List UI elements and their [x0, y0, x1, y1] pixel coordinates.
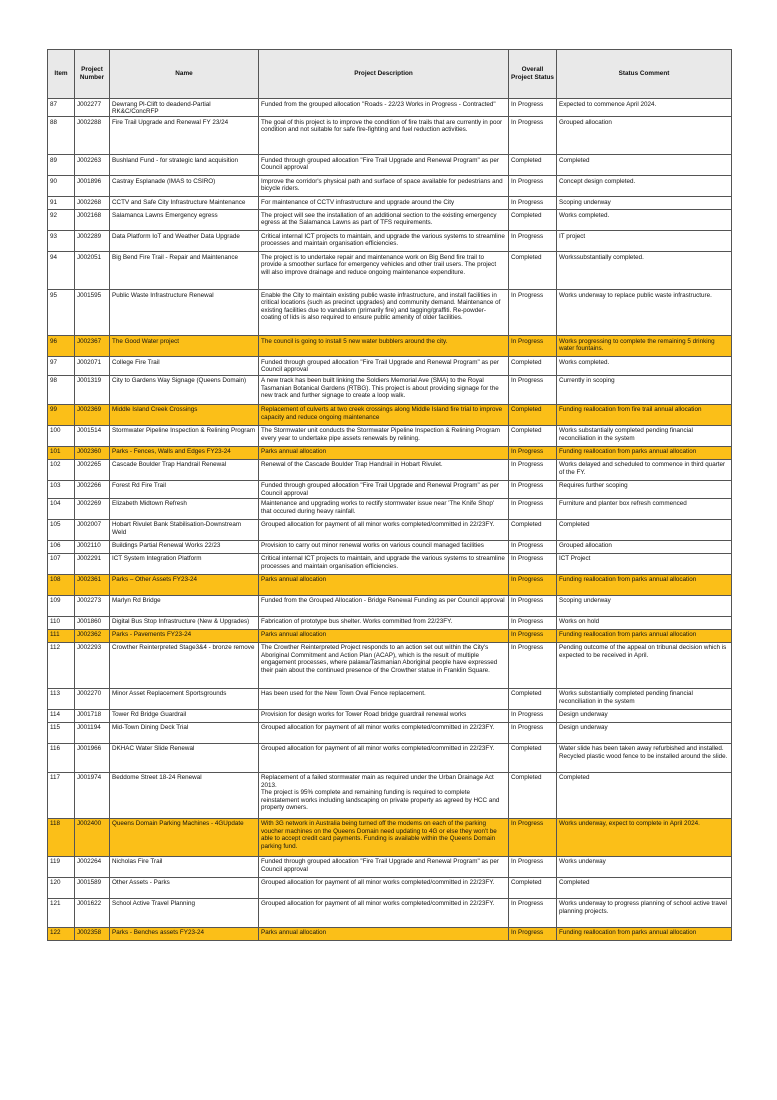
cell-status-comment: Works completed. [557, 210, 732, 231]
cell-status-comment: ICT Project [557, 553, 732, 574]
cell-name: Marlyn Rd Bridge [110, 595, 259, 616]
table-row [48, 877, 732, 898]
cell-name: Bushland Fund - for strategic land acquisition [110, 155, 259, 176]
cell-status: Completed [509, 210, 557, 231]
cell-project-number: J002110 [75, 540, 110, 553]
cell-name: Dewrang Pl-Clift to deadend-Partial RK&C/ConcRFP [110, 99, 259, 117]
cell-status: Completed [509, 357, 557, 375]
cell-item: 95 [48, 290, 75, 336]
cell-item: 102 [48, 459, 75, 480]
cell-status-comment: Scoping underway [557, 197, 732, 210]
cell-status: Completed [509, 519, 557, 540]
cell-status: In Progress [509, 927, 557, 940]
cell-name: Parks - Fences, Walls and Edges FY23-24 [110, 446, 259, 459]
cell-project-number: J002288 [75, 117, 110, 155]
cell-item: 112 [48, 642, 75, 688]
cell-description: Grouped allocation for payment of all minor works completed/committed in 22/23FY. [259, 519, 509, 540]
cell-status: Completed [509, 772, 557, 818]
cell-project-number: J001589 [75, 877, 110, 898]
cell-project-number: J002263 [75, 155, 110, 176]
cell-status: In Progress [509, 459, 557, 480]
cell-status: In Progress [509, 117, 557, 155]
cell-project-number: J002367 [75, 336, 110, 357]
cell-status: Completed [509, 252, 557, 290]
cell-item: 121 [48, 898, 75, 927]
cell-description: Critical internal ICT projects to maintain, and upgrade the various systems to streamline processes and maintain organisation efficiencies. [259, 553, 509, 574]
cell-description: Grouped allocation for payment of all minor works completed/committed in 22/23FY. [259, 898, 509, 927]
cell-description: A new track has been built linking the Soldiers Memorial Ave (SMA) to the Royal Tasmanian Botanical Gardens (RTBG). This project is about providing signage for the new track and further signage to create a loop walk. [259, 375, 509, 404]
cell-name: Tower Rd Bridge Guardrail [110, 709, 259, 722]
table-row [48, 629, 732, 642]
cell-name: Fire Trail Upgrade and Renewal FY 23/24 [110, 117, 259, 155]
table-row [48, 480, 732, 498]
table-row [48, 722, 732, 743]
cell-name: Parks – Other Assets FY23-24 [110, 574, 259, 595]
cell-item: 105 [48, 519, 75, 540]
table-row [48, 856, 732, 877]
table-row [48, 688, 732, 709]
cell-description: Funded from the grouped allocation "Roads - 22/23 Works in Progress - Contracted" [259, 99, 509, 117]
cell-project-number: J002071 [75, 357, 110, 375]
cell-name: Forest Rd Fire Trail [110, 480, 259, 498]
cell-item: 99 [48, 404, 75, 425]
cell-status-comment: Works substantially completed pending financial reconciliation in the system [557, 688, 732, 709]
cell-description: Has been used for the New Town Oval Fence replacement. [259, 688, 509, 709]
cell-status-comment: Grouped allocation [557, 540, 732, 553]
table-row [48, 176, 732, 197]
cell-item: 111 [48, 629, 75, 642]
cell-description: Parks annual allocation [259, 446, 509, 459]
table-row [48, 519, 732, 540]
cell-project-number: J001622 [75, 898, 110, 927]
projects-table [47, 49, 732, 941]
cell-status-comment: Requires further scoping [557, 480, 732, 498]
header-description: Project Description [259, 50, 509, 99]
cell-description: The Crowther Reinterpreted Project responds to an action set out within the City's Aboriginal Commitment and Action Plan (ACAP), which is the result of multiple engagement processes, where palawa/Tasmanian Aboriginal people have expressed their pain about the continued presence of the Crowther statue in Franklin Square. [259, 642, 509, 688]
cell-item: 113 [48, 688, 75, 709]
cell-status-comment: Design underway [557, 709, 732, 722]
cell-status-comment: Works substantially completed pending financial reconciliation in the system [557, 425, 732, 446]
table-row [48, 818, 732, 856]
cell-item: 90 [48, 176, 75, 197]
cell-name: CCTV and Safe City Infrastructure Maintenance [110, 197, 259, 210]
cell-project-number: J002265 [75, 459, 110, 480]
cell-status: In Progress [509, 722, 557, 743]
cell-project-number: J002361 [75, 574, 110, 595]
cell-project-number: J002269 [75, 498, 110, 519]
cell-status: In Progress [509, 595, 557, 616]
cell-project-number: J002358 [75, 927, 110, 940]
cell-name: City to Gardens Way Signage (Queens Domain) [110, 375, 259, 404]
cell-item: 104 [48, 498, 75, 519]
cell-item: 88 [48, 117, 75, 155]
header-name: Name [110, 50, 259, 99]
cell-status-comment: Furniture and planter box refresh commenced [557, 498, 732, 519]
cell-project-number: J002168 [75, 210, 110, 231]
table-row [48, 459, 732, 480]
cell-item: 97 [48, 357, 75, 375]
cell-item: 98 [48, 375, 75, 404]
table-row [48, 375, 732, 404]
cell-item: 101 [48, 446, 75, 459]
cell-description: The goal of this project is to improve the condition of fire trails that are currently in poor condition and not suitable for safe fire-fighting and fuel reduction activities. [259, 117, 509, 155]
cell-description: The project will see the installation of an additional section to the existing emergency egress at the Salamanca Lawns as part of TFS requirements. [259, 210, 509, 231]
header-project-number: Project Number [75, 50, 110, 99]
cell-name: Minor Asset Replacement Sportsgrounds [110, 688, 259, 709]
cell-name: Stormwater Pipeline Inspection & Relining Program [110, 425, 259, 446]
cell-item: 92 [48, 210, 75, 231]
cell-item: 117 [48, 772, 75, 818]
cell-status: In Progress [509, 231, 557, 252]
cell-status-comment: Works underway to replace public waste infrastructure. [557, 290, 732, 336]
cell-status: In Progress [509, 336, 557, 357]
cell-project-number: J002264 [75, 856, 110, 877]
cell-description: With 3G network in Australia being turned off the modems on each of the parking voucher machines on the Queens Domain need updating to 4G or else they won't be able to accept credit card payments. Funding is available within the Queens Domain parking fund. [259, 818, 509, 856]
cell-status-comment: Works delayed and scheduled to commence in third quarter of the FY. [557, 459, 732, 480]
cell-item: 103 [48, 480, 75, 498]
cell-description: Funded through grouped allocation "Fire Trail Upgrade and Renewal Program" as per Council approval [259, 856, 509, 877]
cell-name: College Fire Trail [110, 357, 259, 375]
cell-status: Completed [509, 877, 557, 898]
cell-name: Elizabeth Midtown Refresh [110, 498, 259, 519]
cell-name: Buildings Partial Renewal Works 22/23 [110, 540, 259, 553]
table-row [48, 290, 732, 336]
cell-status: Completed [509, 688, 557, 709]
cell-name: ICT System Integration Platform [110, 553, 259, 574]
cell-item: 106 [48, 540, 75, 553]
cell-description: Funded through grouped allocation "Fire Trail Upgrade and Renewal Program" as per Council approval [259, 357, 509, 375]
cell-name: Mid-Town Dining Deck Trial [110, 722, 259, 743]
table-header-row [48, 50, 732, 99]
cell-status-comment: Works underway [557, 856, 732, 877]
cell-name: Other Assets - Parks [110, 877, 259, 898]
cell-description: The Stormwater unit conducts the Stormwater Pipeline Inspection & Relining Program every year to undertake pipe assets renewals by relining. [259, 425, 509, 446]
cell-name: Digital Bus Stop Infrastructure (New & Upgrades) [110, 616, 259, 629]
cell-project-number: J002360 [75, 446, 110, 459]
cell-description: Renewal of the Cascade Boulder Trap Handrail in Hobart Rivulet. [259, 459, 509, 480]
cell-project-number: J002400 [75, 818, 110, 856]
cell-item: 94 [48, 252, 75, 290]
cell-status: In Progress [509, 616, 557, 629]
cell-status-comment: Expected to commence April 2024. [557, 99, 732, 117]
cell-item: 108 [48, 574, 75, 595]
table-row [48, 595, 732, 616]
table-row [48, 898, 732, 927]
cell-status-comment: Grouped allocation [557, 117, 732, 155]
cell-name: Big Bend Fire Trail - Repair and Maintenance [110, 252, 259, 290]
table-row [48, 709, 732, 722]
cell-name: Hobart Rivulet Bank Stabilisation-Downstream Weld [110, 519, 259, 540]
cell-status-comment: Funding reallocation from parks annual allocation [557, 574, 732, 595]
cell-name: Crowther Reinterpreted Stage3&4 - bronze remove [110, 642, 259, 688]
cell-status-comment: Completed [557, 877, 732, 898]
cell-status: In Progress [509, 540, 557, 553]
table-row [48, 446, 732, 459]
cell-project-number: J001595 [75, 290, 110, 336]
table-row [48, 540, 732, 553]
header-status: Overall Project Status [509, 50, 557, 99]
cell-status-comment: Concept design completed. [557, 176, 732, 197]
table-row [48, 616, 732, 629]
cell-project-number: J001514 [75, 425, 110, 446]
cell-project-number: J002291 [75, 553, 110, 574]
cell-status: In Progress [509, 642, 557, 688]
cell-status: In Progress [509, 176, 557, 197]
cell-name: Parks - Pavements FY23-24 [110, 629, 259, 642]
cell-name: School Active Travel Planning [110, 898, 259, 927]
cell-name: Nicholas Fire Trail [110, 856, 259, 877]
table-row [48, 357, 732, 375]
cell-description: For maintenance of CCTV infrastructure and upgrade around the City [259, 197, 509, 210]
cell-status-comment: IT project [557, 231, 732, 252]
cell-name: Queens Domain Parking Machines - 4GUpdate [110, 818, 259, 856]
cell-name: Middle Island Creek Crossings [110, 404, 259, 425]
cell-status-comment: Water slide has been taken away refurbished and installed. Recycled plastic wood fence to be installed around the slide. [557, 743, 732, 772]
cell-status: In Progress [509, 197, 557, 210]
cell-name: Beddome Street 18-24 Renewal [110, 772, 259, 818]
cell-status-comment: Scoping underway [557, 595, 732, 616]
cell-name: Castray Esplanade (IMAS to CSIRO) [110, 176, 259, 197]
cell-project-number: J002266 [75, 480, 110, 498]
cell-item: 93 [48, 231, 75, 252]
cell-description: Provision to carry out minor renewal works on various council managed facilities [259, 540, 509, 553]
table-row [48, 336, 732, 357]
cell-status-comment: Funding reallocation from parks annual allocation [557, 629, 732, 642]
projects-table-wrapper [47, 49, 731, 941]
table-body [48, 99, 732, 941]
cell-status: In Progress [509, 553, 557, 574]
cell-description: Funded through grouped allocation "Fire Trail Upgrade and Renewal Program" as per Council approval [259, 155, 509, 176]
table-row [48, 155, 732, 176]
table-row [48, 553, 732, 574]
cell-status: In Progress [509, 99, 557, 117]
cell-status-comment: Works on hold [557, 616, 732, 629]
cell-project-number: J001860 [75, 616, 110, 629]
cell-status-comment: Funding reallocation from parks annual allocation [557, 446, 732, 459]
cell-project-number: J001896 [75, 176, 110, 197]
table-row [48, 404, 732, 425]
cell-status-comment: Works completed. [557, 357, 732, 375]
cell-description: Grouped allocation for payment of all minor works completed/committed in 22/23FY. [259, 743, 509, 772]
table-row [48, 210, 732, 231]
cell-project-number: J002007 [75, 519, 110, 540]
cell-name: Parks - Benches assets FY23-24 [110, 927, 259, 940]
cell-project-number: J001966 [75, 743, 110, 772]
cell-status: In Progress [509, 629, 557, 642]
cell-item: 110 [48, 616, 75, 629]
cell-item: 118 [48, 818, 75, 856]
cell-status: In Progress [509, 709, 557, 722]
table-row [48, 743, 732, 772]
cell-description: Maintenance and upgrading works to rectify stormwater issue near 'The Knife Shop' that occured during heavy rainfall. [259, 498, 509, 519]
cell-item: 91 [48, 197, 75, 210]
cell-status: In Progress [509, 375, 557, 404]
cell-project-number: J002273 [75, 595, 110, 616]
cell-project-number: J002369 [75, 404, 110, 425]
cell-project-number: J002293 [75, 642, 110, 688]
cell-description: Grouped allocation for payment of all minor works completed/committed in 22/23FY. [259, 722, 509, 743]
cell-item: 109 [48, 595, 75, 616]
cell-item: 87 [48, 99, 75, 117]
table-row [48, 498, 732, 519]
cell-description: Enable the City to maintain existing public waste infrastructure, and install facilities in critical locations (such as precinct upgrades) and community demand. Maintenance of existing facilities due to vandalism (primarily fire) and tagging/graffiti. Re-powder-coating of lids is also required to ensure public amenity of older facilities. [259, 290, 509, 336]
cell-status: In Progress [509, 480, 557, 498]
cell-description: The project is to undertake repair and maintenance work on Big Bend fire trail to provide a smoother surface for emergency vehicles and other trail users. The project will also improve drainage and reduce ongoing maintenance expenditure. [259, 252, 509, 290]
cell-description: Improve the corridor's physical path and surface of space available for pedestrians and bicycle riders. [259, 176, 509, 197]
cell-status-comment: Works underway, expect to complete in April 2024. [557, 818, 732, 856]
cell-item: 107 [48, 553, 75, 574]
cell-description: Parks annual allocation [259, 574, 509, 595]
cell-name: Salamanca Lawns Emergency egress [110, 210, 259, 231]
cell-status-comment: Pending outcome of the appeal on tribunal decision which is expected to be received in April. [557, 642, 732, 688]
cell-project-number: J001194 [75, 722, 110, 743]
cell-name: Data Platform IoT and Weather Data Upgrade [110, 231, 259, 252]
table-row [48, 772, 732, 818]
cell-status-comment: Completed [557, 155, 732, 176]
table-row [48, 642, 732, 688]
header-item: Item [48, 50, 75, 99]
cell-status: Completed [509, 425, 557, 446]
cell-project-number: J002268 [75, 197, 110, 210]
cell-item: 100 [48, 425, 75, 446]
cell-status: Completed [509, 155, 557, 176]
cell-item: 89 [48, 155, 75, 176]
cell-description: Parks annual allocation [259, 927, 509, 940]
table-row [48, 117, 732, 155]
cell-item: 114 [48, 709, 75, 722]
cell-status: In Progress [509, 898, 557, 927]
cell-description: Grouped allocation for payment of all minor works completed/committed in 22/23FY. [259, 877, 509, 898]
cell-status: In Progress [509, 446, 557, 459]
cell-item: 116 [48, 743, 75, 772]
cell-description: Funded through grouped allocation "Fire Trail Upgrade and Renewal Program" as per Council approval [259, 480, 509, 498]
cell-status: In Progress [509, 290, 557, 336]
cell-item: 122 [48, 927, 75, 940]
cell-project-number: J002362 [75, 629, 110, 642]
table-row [48, 425, 732, 446]
cell-item: 120 [48, 877, 75, 898]
cell-description: Fabrication of prototype bus shelter. Works committed from 22/23FY. [259, 616, 509, 629]
cell-name: Cascade Boulder Trap Handrail Renewal [110, 459, 259, 480]
cell-project-number: J001319 [75, 375, 110, 404]
cell-status-comment: Completed [557, 519, 732, 540]
cell-item: 119 [48, 856, 75, 877]
cell-description: Critical internal ICT projects to maintain, and upgrade the various systems to streamline processes and maintain organisation efficiencies. [259, 231, 509, 252]
cell-status: Completed [509, 404, 557, 425]
cell-project-number: J002270 [75, 688, 110, 709]
cell-project-number: J001718 [75, 709, 110, 722]
cell-status-comment: Workssubstantially completed. [557, 252, 732, 290]
table-row [48, 197, 732, 210]
cell-description: Parks annual allocation [259, 629, 509, 642]
cell-status: In Progress [509, 574, 557, 595]
cell-description: Provision for design works for Tower Road bridge guardrail renewal works [259, 709, 509, 722]
cell-status-comment: Completed [557, 772, 732, 818]
cell-status: In Progress [509, 818, 557, 856]
table-row [48, 574, 732, 595]
cell-project-number: J001974 [75, 772, 110, 818]
cell-status-comment: Funding reallocation from parks annual allocation [557, 927, 732, 940]
cell-item: 115 [48, 722, 75, 743]
cell-description: Funded from the Grouped Allocation - Bridge Renewal Funding as per Council approval [259, 595, 509, 616]
cell-status-comment: Funding reallocation from fire trail annual allocation [557, 404, 732, 425]
cell-status: Completed [509, 743, 557, 772]
table-row [48, 231, 732, 252]
cell-status-comment: Works underway to progress planning of school active travel planning projects. [557, 898, 732, 927]
cell-status: In Progress [509, 856, 557, 877]
table-row [48, 99, 732, 117]
cell-description: Replacement of a failed stormwater main as required under the Urban Drainage Act 2013. The project is 95% complete and remaining funding is required to complete reinstatement works including landscaping on private property as agreed by HCC and property owners. [259, 772, 509, 818]
cell-status-comment: Design underway [557, 722, 732, 743]
cell-project-number: J002289 [75, 231, 110, 252]
cell-project-number: J002051 [75, 252, 110, 290]
cell-name: DKHAC Water Slide Renewal [110, 743, 259, 772]
header-status-comment: Status Comment [557, 50, 732, 99]
cell-project-number: J002277 [75, 99, 110, 117]
cell-status-comment: Works progressing to complete the remaining 5 drinking water fountains. [557, 336, 732, 357]
table-row [48, 252, 732, 290]
table-row [48, 927, 732, 940]
cell-item: 96 [48, 336, 75, 357]
cell-status-comment: Currently in scoping [557, 375, 732, 404]
cell-description: Replacement of culverts at two creek crossings along Middle Island fire trial to improve capacity and reduce ongoing maintenance [259, 404, 509, 425]
cell-name: The Good Water project [110, 336, 259, 357]
cell-description: The council is going to install 5 new water bubblers around the city. [259, 336, 509, 357]
cell-status: In Progress [509, 498, 557, 519]
cell-name: Public Waste Infrastructure Renewal [110, 290, 259, 336]
